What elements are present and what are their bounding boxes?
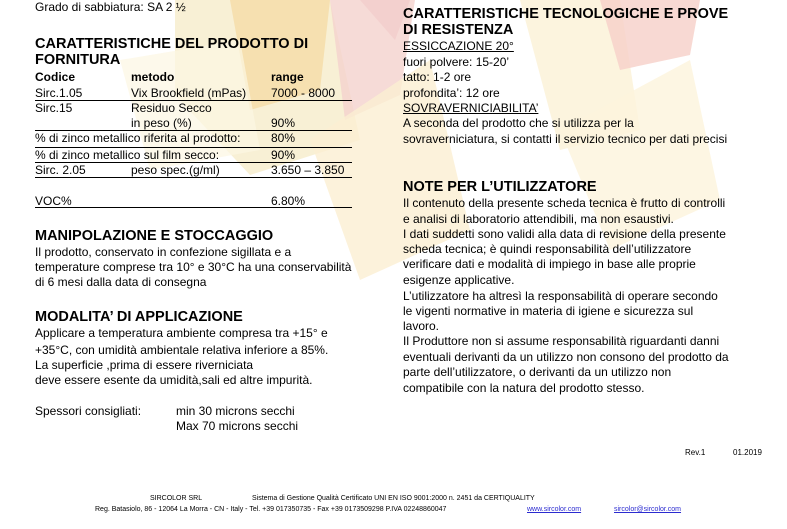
note-line: verificare dati e modalità di impiego in base alle proprie xyxy=(403,257,696,271)
application-line: deve essere esente da umidità,sali ed altre impurità. xyxy=(35,373,313,387)
table-header-code: Codice xyxy=(35,70,76,84)
note-line: le vigenti normative in materia di igiene e sicurezza sul xyxy=(403,304,694,318)
application-title: MODALITA’ DI APPLICAZIONE xyxy=(35,309,243,325)
row-code: Sirc. 2.05 xyxy=(35,163,86,177)
sandblasting-grade: Grado di sabbiatura: SA 2 ½ xyxy=(35,0,186,14)
note-line: scheda tecnica; è quindi responsabilità dell’utilizzatore xyxy=(403,242,692,256)
row-range: 7000 - 8000 xyxy=(271,86,336,100)
application-line: +35°C, con umidità ambientale relativa inferiore a 85%. xyxy=(35,343,329,357)
note-line: I dati suddetti sono validi alla data di revisione della presente xyxy=(403,227,726,241)
revision-label: Rev.1 xyxy=(685,448,706,457)
note-line: L’utilizzatore ha altresì la responsabilità di operare secondo xyxy=(403,289,718,303)
row-divider xyxy=(35,177,352,178)
touch-dry-time: tatto: 1-2 ore xyxy=(403,70,472,84)
handling-line: di 6 mesi dalla data di consegna xyxy=(35,275,207,289)
footer-address: Reg. Batasiolo, 86 - 12064 La Morra - CN - Italy - Tel. +39 017350735 - Fax +39 0173509298 P.IVA 02248860047 xyxy=(95,506,447,513)
application-line: Applicare a temperatura ambiente compresa tra +15° e xyxy=(35,326,328,340)
row-code: Sirc.15 xyxy=(35,101,73,115)
through-dry-time: profondita’: 12 ore xyxy=(403,86,500,100)
footer-company: SIRCOLOR SRL xyxy=(150,495,203,502)
note-line: compatibile con la natura del prodotto stesso. xyxy=(403,381,645,395)
row-method: Vix Brookfield (mPas) xyxy=(131,86,247,100)
overcoating-line: A seconda del prodotto che si utilizza per la xyxy=(403,116,634,130)
tech-characteristics-title-2: DI RESISTENZA xyxy=(403,22,514,38)
zinc-film-label: % di zinco metallico sul film secco: xyxy=(35,148,220,162)
handling-line: Il prodotto, conservato in confezione sigillata e a xyxy=(35,245,292,259)
zinc-product-label: % di zinco metallico riferita al prodotto: xyxy=(35,131,241,145)
note-line: e analisi di laboratorio attendibili, ma non esaustivi. xyxy=(403,212,674,226)
thickness-label: Spessori consigliati: xyxy=(35,404,142,418)
application-line: La superficie ,prima di essere riverniciata xyxy=(35,358,254,372)
table-header-range: range xyxy=(271,70,304,84)
table-header-method: metodo xyxy=(131,70,175,84)
thickness-max: Max 70 microns secchi xyxy=(176,419,299,433)
product-characteristics-title-2: FORNITURA xyxy=(35,52,121,68)
note-line: Il contenuto della presente scheda tecnica è frutto di controlli xyxy=(403,196,726,210)
handling-line: temperature comprese tra 10° e 30°C ha una conservabilità xyxy=(35,260,352,274)
tech-characteristics-title: CARATTERISTICHE TECNOLOGICHE E PROVE xyxy=(403,6,729,22)
zinc-film-value: 90% xyxy=(271,148,296,162)
revision-date: 01.2019 xyxy=(733,448,762,457)
row-range: 90% xyxy=(271,116,296,130)
dust-free-time: fuori polvere: 15-20’ xyxy=(403,55,510,69)
user-notes-title: NOTE PER L’UTILIZZATORE xyxy=(403,179,597,195)
footer-website-link[interactable]: www.sircolor.com xyxy=(527,506,582,513)
overcoating-line: sovraverniciatura, si contatti il servizio tecnico per dati precisi xyxy=(403,132,728,146)
overcoating-heading: SOVRAVERNICIABILITA’ xyxy=(403,101,539,115)
voc-value: 6.80% xyxy=(271,194,306,208)
row-range: 3.650 – 3.850 xyxy=(271,163,345,177)
footer-email-link[interactable]: sircolor@sircolor.com xyxy=(614,506,682,513)
row-method-unit: in peso (%) xyxy=(131,116,192,130)
note-line: lavoro. xyxy=(403,319,440,333)
note-line: eventuali derivanti da un utilizzo non consono del prodotto da xyxy=(403,350,729,364)
note-line: Il Produttore non si assume responsabilità riguardanti danni xyxy=(403,334,720,348)
zinc-product-value: 80% xyxy=(271,131,296,145)
note-line: parte dell’utilizzatore, o derivanti da un utilizzo non xyxy=(403,365,672,379)
thickness-min: min 30 microns secchi xyxy=(176,404,295,418)
voc-label: VOC% xyxy=(35,194,72,208)
product-characteristics-title: CARATTERISTICHE DEL PRODOTTO DI xyxy=(35,36,309,52)
drying-heading: ESSICCAZIONE 20° xyxy=(403,39,514,53)
row-method: Residuo Secco xyxy=(131,101,212,115)
note-line: esigenze applicative. xyxy=(403,273,515,287)
footer-certification: Sistema di Gestione Qualità Certificato UNI EN ISO 9001:2000 n. 2451 da CERTIQUALITY xyxy=(252,495,535,502)
row-method: peso spec.(g/ml) xyxy=(131,163,220,177)
row-divider xyxy=(35,207,352,208)
handling-storage-title: MANIPOLAZIONE E STOCCAGGIO xyxy=(35,228,274,244)
row-code: Sirc.1.05 xyxy=(35,86,83,100)
